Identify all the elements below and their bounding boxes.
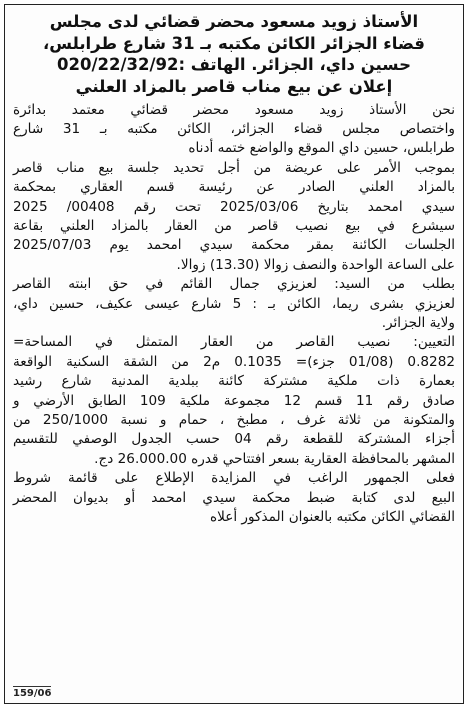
text-line: واختصاص مجلس قضاء الجزائر، الكائن مكتبه بـ 31 شارع [13, 120, 455, 137]
paragraph-requester [13, 275, 455, 333]
text-line: صادق رقم 11 قسم 12 مجموعة ملكية 109 الطابق الأرضي و [13, 392, 455, 409]
legal-notice [4, 4, 464, 704]
text-line: الجلسات الكائنة بمقر محكمة سيدي امحمد يوم 2025/07/03 [13, 237, 455, 254]
text-line: طرابلس، حسين داي الموقع والواضع ختمه أدناه [188, 140, 455, 157]
header-phone-line: حسين داي، الجزائر. الهاتف :020/22/32/92 [57, 55, 411, 74]
text-line: ولاية الجزائر. [381, 314, 455, 331]
text-line: والمتكونة من ثلاثة غرف ، مطبخ ، حمام و نسبة 250/1000 من [13, 412, 455, 428]
text-line: أجزاء المشتركة للقطعة رقم 04 حسب الجدول الوصفي للتقسيم [13, 431, 455, 448]
text-line: التعيين: نصيب القاصر من العقار المتمثل في المساحة= [13, 334, 455, 351]
text-line: 0.8282 (01/08 جزء)= 0.1035 م2 من الشقة السكنية الواقعة [13, 353, 455, 370]
notice-header [13, 11, 455, 76]
text-line: بموجب الأمر على عريضة من أجل تحديد جلسة بيع مناب قاصر [13, 159, 455, 176]
notice-body [13, 101, 455, 528]
text-line: سيدي امحمد بتاريخ 2025/03/06 تحت رقم 00408/ 2025 [13, 198, 455, 215]
text-line: بعمارة ذات ملكية مشتركة كائنة ببلدية المدنية شارع رشيد [13, 373, 455, 390]
text-line: فعلى الجمهور الراغب في المزايدة الإطلاع على قائمة شروط [13, 470, 455, 487]
paragraph-bailiff [13, 101, 455, 159]
text-line: المشهر بالمحافظة العقارية بسعر افتتاحي قدره 26.000.00 دج. [94, 450, 455, 467]
paragraph-order [13, 159, 455, 275]
reference-number: 159/06 [13, 688, 52, 699]
header-line: قضاء الجزائر الكائن مكتبه بـ 31 شارع طرابلس، [43, 33, 425, 53]
paragraph-public-call [13, 469, 455, 527]
paragraph-designation [13, 333, 455, 469]
text-line: على الساعة الواحدة والنصف زوالا (13.30) زوالا. [176, 256, 455, 273]
text-line: البيع لدى كتابة ضبط محكمة سيدي امحمد أو بديوان المحضر [13, 489, 455, 506]
text-line: بطلب من السيد: لعزيزي جمال القائم في حق ابنته القاصر [13, 276, 455, 293]
text-line: بالمزاد العلني الصادر عن رئيسة قسم العقاري بمحكمة [13, 179, 455, 196]
text-line: لعزيزي بشرى ريما، الكائن بـ : 5 شارع عيسى عكيف، حسين داي، [13, 295, 455, 312]
text-line: القضائي الكائن مكتبه بالعنوان المذكور أعلاه [209, 509, 455, 526]
header-line: الأستاذ زويد مسعود محضر قضائي لدى مجلس [49, 12, 419, 31]
notice-title: إعلان عن بيع مناب قاصر بالمزاد العلني [75, 76, 393, 96]
text-line: نحن الأستاذ زويد مسعود محضر قضائي معتمد بدائرة [13, 101, 455, 118]
text-line: سيشرع في بيع نصيب قاصر من العقار بالمزاد العلني بقاعة [13, 217, 455, 234]
